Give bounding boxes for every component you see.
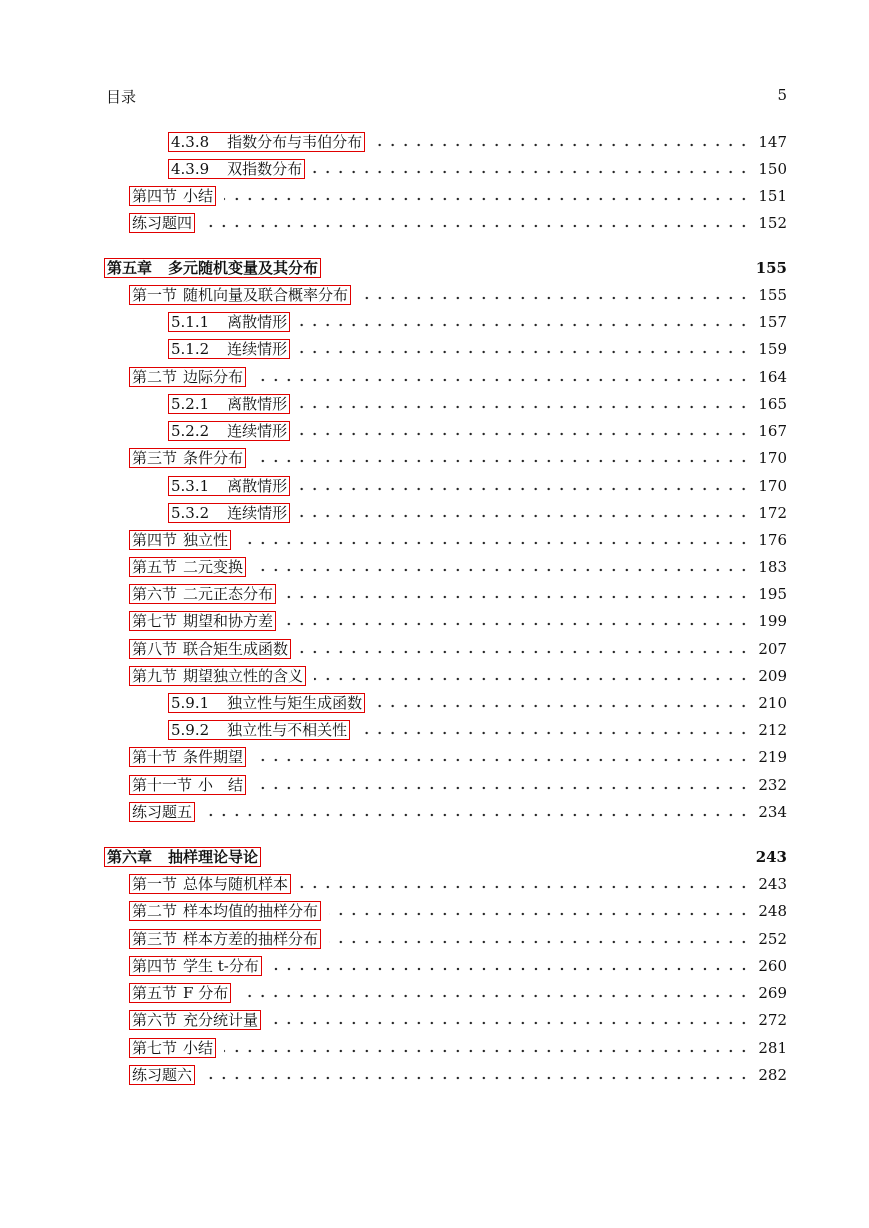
toc-chapter-row (104, 846, 787, 868)
toc-entry-title: 离散情形 (227, 477, 288, 495)
toc-page-number: 243 (758, 875, 787, 893)
toc-entry-title: 连续情形 (227, 422, 288, 440)
toc-entry-title: 练习题五 (132, 803, 193, 821)
toc-entry-title: 样本均值的抽样分布 (183, 902, 319, 920)
dot-leader (373, 704, 750, 708)
toc-page-number: 147 (758, 133, 787, 151)
toc-subsection-row (168, 475, 787, 497)
toc-page-number: 252 (758, 930, 787, 948)
toc-entry-number: 第七节 (132, 612, 178, 630)
dot-leader (298, 350, 750, 354)
toc-entry-title: F 分布 (183, 984, 229, 1002)
toc-page-number: 260 (758, 957, 787, 975)
toc-entry-link[interactable] (104, 847, 261, 867)
dot-leader (358, 731, 750, 735)
toc-entry-link[interactable] (129, 901, 321, 921)
toc-entry-link[interactable] (129, 557, 246, 577)
toc-entry-link[interactable] (129, 186, 216, 206)
toc-entry-link[interactable] (168, 720, 350, 740)
toc-entry-number: 第四节 (132, 187, 178, 205)
dot-leader (329, 940, 750, 944)
toc-page-number: 243 (755, 848, 787, 866)
toc-entry-link[interactable] (129, 285, 351, 305)
dot-leader (239, 541, 750, 545)
toc-page-number: 195 (758, 585, 787, 603)
toc-section-row (129, 1009, 787, 1031)
toc-entry-link[interactable] (129, 802, 195, 822)
toc-section-row (129, 638, 787, 660)
dot-leader (329, 269, 748, 273)
toc-page-number: 234 (758, 803, 787, 821)
dot-leader (254, 568, 750, 572)
toc-entry-link[interactable] (129, 775, 246, 795)
toc-page-number: 150 (758, 160, 787, 178)
toc-entry-title: 独立性 (183, 531, 229, 549)
toc-page-number: 155 (755, 259, 787, 277)
dot-leader (329, 912, 750, 916)
toc-section-row (129, 774, 787, 796)
toc-chapter-row (104, 257, 787, 279)
toc-entry-link[interactable] (129, 530, 231, 550)
toc-entry-link[interactable] (129, 983, 231, 1003)
toc-subsection-row (168, 502, 787, 524)
toc-page-number: 165 (758, 395, 787, 413)
dot-leader (203, 813, 750, 817)
toc-section-row (129, 610, 787, 632)
toc-entry-title: 联合矩生成函数 (183, 640, 289, 658)
toc-entry-number: 第六节 (132, 1011, 178, 1029)
toc-entry-link[interactable] (129, 1038, 216, 1058)
toc-entry-number: 5.2.2 (171, 422, 210, 440)
dot-leader (254, 786, 750, 790)
toc-page-number: 172 (758, 504, 787, 522)
toc-subsection-row (168, 338, 787, 360)
toc-page-number: 209 (758, 667, 787, 685)
toc-page-number: 151 (758, 187, 787, 205)
dot-leader (254, 459, 750, 463)
toc-entry-number: 第五节 (132, 558, 178, 576)
toc-subsection-row (168, 393, 787, 415)
dot-leader (299, 885, 750, 889)
toc-entry-title: 期望独立性的含义 (183, 667, 304, 685)
toc-page-number: 167 (758, 422, 787, 440)
toc-entry-title: 练习题六 (132, 1066, 193, 1084)
toc-subsection-row (168, 311, 787, 333)
toc-subsection-row (168, 420, 787, 442)
toc-entry-number: 5.9.1 (171, 694, 210, 712)
dot-leader (224, 1049, 750, 1053)
dot-leader (313, 170, 750, 174)
toc-section-row (129, 529, 787, 551)
toc-section-row (129, 1037, 787, 1059)
toc-page-number: 152 (758, 214, 787, 232)
toc-entry-number: 第八节 (132, 640, 178, 658)
toc-entry-link[interactable] (129, 611, 276, 631)
toc-entry-number: 第七节 (132, 1039, 178, 1057)
toc-entry-title: 独立性与不相关性 (227, 721, 348, 739)
toc-page-number: 248 (758, 902, 787, 920)
dot-leader (269, 1021, 750, 1025)
toc-entry-link[interactable] (129, 367, 246, 387)
toc-entry-title: 条件期望 (183, 748, 244, 766)
toc-section-row (129, 900, 787, 922)
toc-entry-title: 多元随机变量及其分布 (168, 259, 319, 277)
toc-entry-number: 第十一节 (132, 776, 193, 794)
toc-entry-number: 第五章 (107, 259, 153, 277)
toc-entry-link[interactable] (129, 213, 195, 233)
dot-leader (224, 197, 750, 201)
toc-entry-title: 学生 t-分布 (183, 957, 259, 975)
dot-leader (299, 650, 750, 654)
dot-leader (203, 224, 750, 228)
toc-entry-title: 抽样理论导论 (168, 848, 259, 866)
dot-leader (254, 758, 750, 762)
toc-entry-link[interactable] (168, 421, 290, 441)
toc-entry-number: 第六节 (132, 585, 178, 603)
toc-section-row (129, 746, 787, 768)
toc-section-row (129, 982, 787, 1004)
toc-entry-number: 第十节 (132, 748, 178, 766)
dot-leader (298, 323, 750, 327)
toc-entry-number: 第一节 (132, 875, 178, 893)
toc-entry-link[interactable] (168, 476, 290, 496)
toc-entry-link[interactable] (129, 956, 262, 976)
toc-subsection-row (168, 158, 787, 180)
toc-entry-title: 随机向量及联合概率分布 (183, 286, 349, 304)
toc-page-number: 219 (758, 748, 787, 766)
toc-page-number: 272 (758, 1011, 787, 1029)
toc-entry-link[interactable] (129, 639, 291, 659)
toc-page-number: 159 (758, 340, 787, 358)
toc-page-number: 232 (758, 776, 787, 794)
dot-leader (203, 1076, 750, 1080)
toc-entry-link[interactable] (129, 1065, 195, 1085)
toc-page-number: 155 (758, 286, 787, 304)
toc-entry-number: 第三节 (132, 930, 178, 948)
toc-page-number: 199 (758, 612, 787, 630)
toc-entry-title: 小结 (183, 1039, 214, 1057)
dot-leader (270, 967, 750, 971)
toc-entry-title: 指数分布与韦伯分布 (227, 133, 363, 151)
toc-entry-link[interactable] (129, 929, 321, 949)
toc-section-row (129, 212, 787, 234)
toc-page-number: 269 (758, 984, 787, 1002)
toc-entry-link[interactable] (168, 503, 290, 523)
toc-entry-number: 5.1.2 (171, 340, 210, 358)
dot-leader (298, 432, 750, 436)
running-header (106, 86, 787, 107)
toc-entry-number: 第四节 (132, 531, 178, 549)
dot-leader (254, 378, 750, 382)
toc-section-row (129, 665, 787, 687)
toc-entry-link[interactable] (168, 339, 290, 359)
toc-subsection-row (168, 131, 787, 153)
toc-entry-title: 条件分布 (183, 449, 244, 467)
toc-section-row (129, 366, 787, 388)
toc-entry-number: 5.3.1 (171, 477, 210, 495)
toc-page-number: 207 (758, 640, 787, 658)
dot-leader (298, 487, 750, 491)
toc-entry-title: 充分统计量 (183, 1011, 259, 1029)
toc-entry-title: 双指数分布 (227, 160, 303, 178)
toc-page-number: 157 (758, 313, 787, 331)
toc-entry-number: 第二节 (132, 368, 178, 386)
toc-entry-number: 5.3.2 (171, 504, 210, 522)
toc-entry-number: 第三节 (132, 449, 178, 467)
toc-page-number: 210 (758, 694, 787, 712)
toc-entry-title: 离散情形 (227, 313, 288, 331)
dot-leader (284, 595, 750, 599)
toc-page-number: 282 (758, 1066, 787, 1084)
header-title: 目录 (106, 88, 137, 106)
toc-page-number: 281 (758, 1039, 787, 1057)
toc-entry-number: 5.1.1 (171, 313, 210, 331)
toc-entry-title: 独立性与矩生成函数 (227, 694, 363, 712)
toc-page-number: 170 (758, 477, 787, 495)
toc-page-number: 176 (758, 531, 787, 549)
toc-entry-link[interactable] (168, 159, 305, 179)
toc-entry-title: 连续情形 (227, 504, 288, 522)
toc-entry-title: 边际分布 (183, 368, 244, 386)
toc-entry-title: 样本方差的抽样分布 (183, 930, 319, 948)
toc-entry-number: 第九节 (132, 667, 178, 685)
toc-entry-link[interactable] (129, 747, 246, 767)
dot-leader (359, 296, 750, 300)
toc-entry-link[interactable] (129, 874, 291, 894)
toc-page-number: 183 (758, 558, 787, 576)
dot-leader (284, 622, 750, 626)
toc-section-row (129, 185, 787, 207)
toc-section-row (129, 447, 787, 469)
toc-entry-number: 第一节 (132, 286, 178, 304)
toc-section-row (129, 955, 787, 977)
toc-section-row (129, 801, 787, 823)
toc-entry-link[interactable] (129, 584, 276, 604)
toc-subsection-row (168, 692, 787, 714)
toc-entry-title: 二元正态分布 (183, 585, 274, 603)
toc-entry-link[interactable] (168, 394, 290, 414)
toc-entry-link[interactable] (129, 448, 246, 468)
dot-leader (298, 514, 750, 518)
toc-section-row (129, 873, 787, 895)
toc-entry-title: 练习题四 (132, 214, 193, 232)
toc-subsection-row (168, 719, 787, 741)
toc-entry-number: 4.3.9 (171, 160, 210, 178)
toc-entry-number: 第四节 (132, 957, 178, 975)
toc-entry-link[interactable] (168, 693, 365, 713)
toc-section-row (129, 556, 787, 578)
toc-entry-title: 总体与随机样本 (183, 875, 289, 893)
toc-entry-number: 第六章 (107, 848, 153, 866)
toc-entry-number: 第二节 (132, 902, 178, 920)
dot-leader (373, 143, 750, 147)
toc-entry-title: 小结 (183, 187, 214, 205)
toc-page-number: 164 (758, 368, 787, 386)
toc-entry-number: 第五节 (132, 984, 178, 1002)
header-page-number: 5 (777, 86, 787, 104)
toc-entry-title: 离散情形 (227, 395, 288, 413)
toc-entry-link[interactable] (168, 132, 365, 152)
toc-entry-title: 小 结 (198, 776, 244, 794)
toc-page-number: 212 (758, 721, 787, 739)
toc-entry-number: 5.2.1 (171, 395, 210, 413)
toc-entry-link[interactable] (104, 258, 321, 278)
toc-entry-title: 期望和协方差 (183, 612, 274, 630)
toc-entry-link[interactable] (129, 1010, 261, 1030)
dot-leader (314, 677, 750, 681)
toc-section-row (129, 583, 787, 605)
toc-entry-link[interactable] (168, 312, 290, 332)
toc-section-row (129, 928, 787, 950)
toc-entry-number: 4.3.8 (171, 133, 210, 151)
toc-page-number: 170 (758, 449, 787, 467)
toc-section-row (129, 284, 787, 306)
toc-entry-link[interactable] (129, 666, 306, 686)
toc-entry-title: 连续情形 (227, 340, 288, 358)
toc-entry-title: 二元变换 (183, 558, 244, 576)
dot-leader (298, 405, 750, 409)
toc-section-row (129, 1064, 787, 1086)
toc-entry-number: 5.9.2 (171, 721, 210, 739)
dot-leader (239, 994, 750, 998)
dot-leader (269, 858, 748, 862)
